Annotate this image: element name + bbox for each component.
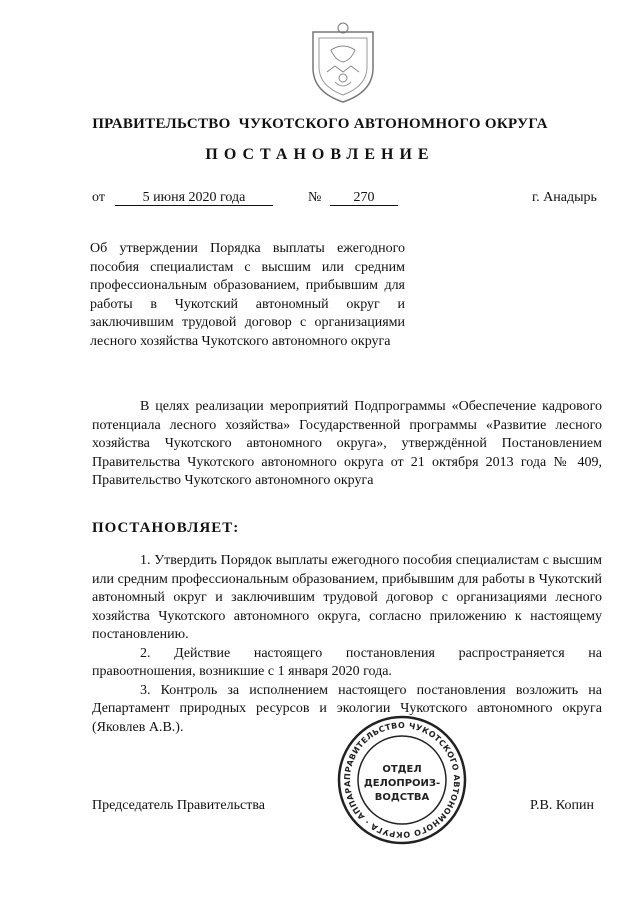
- coat-of-arms-emblem: [305, 20, 381, 106]
- decree-items: [92, 552, 602, 737]
- decree-item-2: 2. Действие настоящего постановления распространяется на правоотношения, возникшие с 1 января 2020 года.: [92, 645, 602, 679]
- stamp-ring-text: ПРАВИТЕЛЬСТВО ЧУКОТСКОГО АВТОНОМНОГО ОКРУГА · АППАРА: [342, 720, 462, 840]
- preamble-paragraph: В целях реализации мероприятий Подпрограммы «Обеспечение кадрового потенциала лесного хозяйства» Государственной программы «Развитие лесного хозяйства Чукотского автономного округа», утверждённой Постановлением Правительства Чукотского автономного округа от 21 октября 2013 года № 409, Правительство Чукотского автономного округа: [92, 399, 602, 488]
- signatory-position: Председатель Правительства: [92, 798, 265, 813]
- signatory-name: Р.В. Копин: [530, 798, 594, 813]
- document-type: ПОСТАНОВЛЕНИЕ: [205, 146, 435, 163]
- stamp-line-2: ДЕЛОПРОИЗ-: [363, 778, 441, 789]
- stamp-line-3: ВОДСТВА: [374, 792, 430, 803]
- official-stamp: [336, 714, 468, 846]
- document-date: 5 июня 2020 года: [115, 191, 273, 206]
- decree-heading: ПОСТАНОВЛЯЕТ:: [92, 520, 240, 536]
- document-number: 270: [330, 191, 398, 206]
- number-field: [330, 190, 398, 206]
- city: г. Анадырь: [532, 190, 597, 205]
- document-subject: Об утверждении Порядка выплаты ежегодного пособия специалистам с высшим или средним профессиональным образованием, прибывшим для работы в Чукотский автономный округ и заключившим трудовой договор с организациями лесного хозяйства Чукотского автономного округа: [90, 241, 405, 349]
- stamp-line-1: ОТДЕЛ: [382, 764, 422, 775]
- from-label: от: [92, 190, 105, 205]
- decree-item-1: 1. Утвердить Порядок выплаты ежегодного пособия специалистам с высшим или средним профессиональным образованием, прибывшим для работы в Чукотский автономный округ и заключившим трудовой договор с организациями лесного хозяйства Чукотского автономного округа, согласно приложению к настоящему постановлению.: [92, 553, 602, 642]
- government-title: ПРАВИТЕЛЬСТВО ЧУКОТСКОГО АВТОНОМНОГО ОКРУГА: [92, 116, 548, 132]
- decree-item-3: 3. Контроль за исполнением настоящего постановления возложить на Департамент природных ресурсов и экологии Чукотского автономного округа (Яковлев А.В.).: [92, 682, 602, 735]
- date-field: [115, 190, 273, 206]
- number-label: №: [308, 190, 322, 205]
